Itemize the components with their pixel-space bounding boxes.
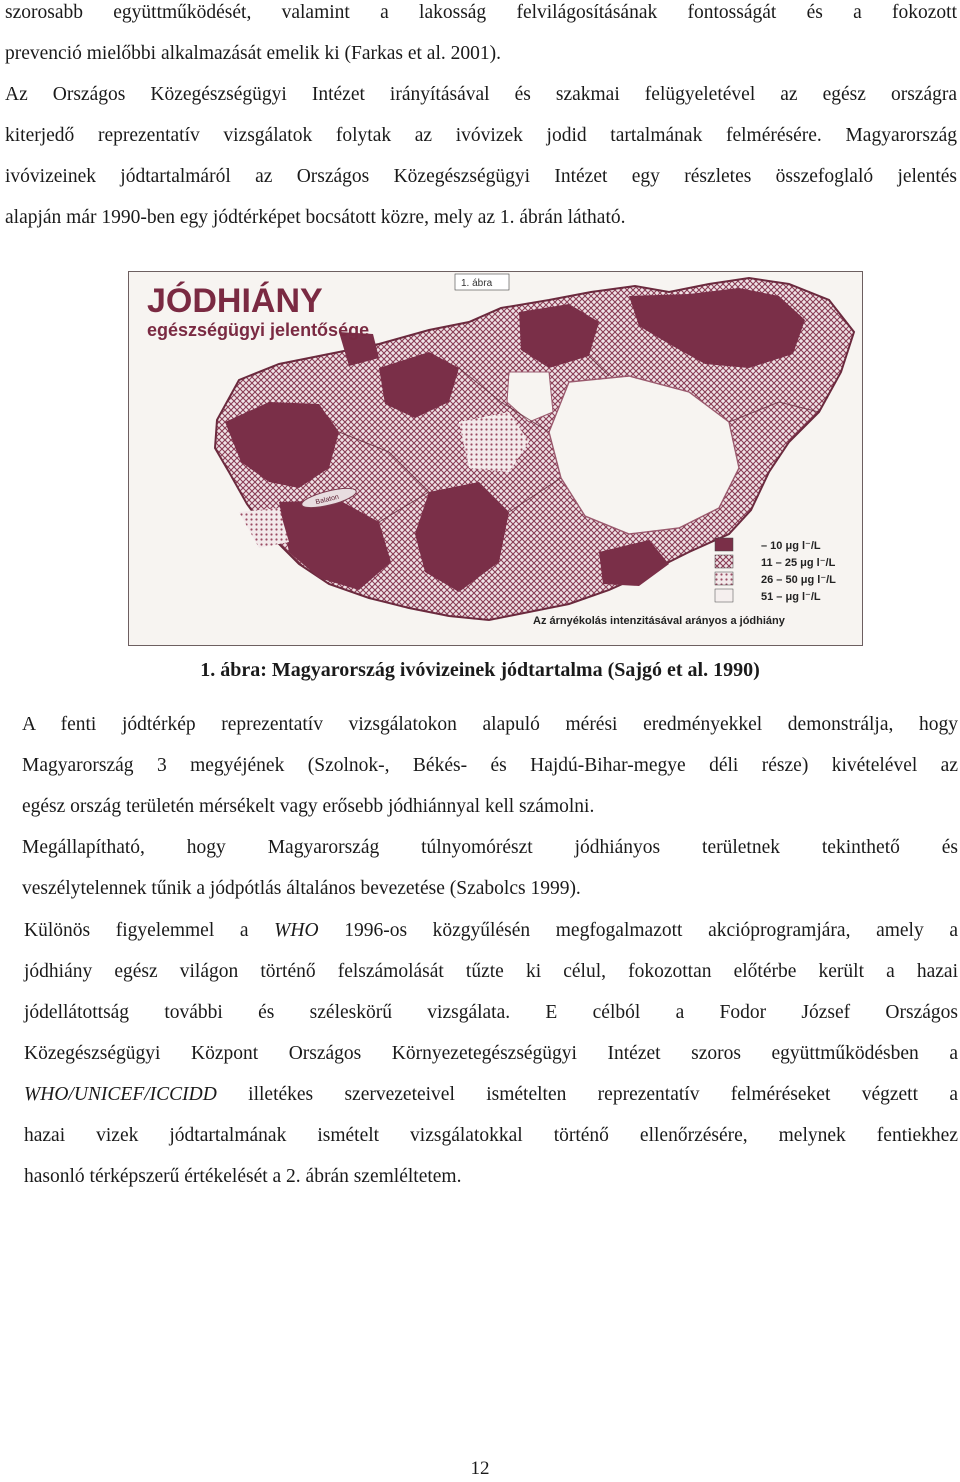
caption-number: 1. — [200, 659, 216, 681]
text-line: hazai vizek jódtartalmának ismételt vizsgálatokkal történő ellenőrzésére, melynek fentiekhez — [24, 1125, 958, 1146]
text-line: veszélytelennek tűnik a jódpótlás általános bevezetése (Szabolcs 1999). — [22, 878, 581, 899]
paragraph-who-program — [24, 910, 958, 1197]
page-number: 12 — [470, 1458, 490, 1479]
paragraph-conclusion — [22, 827, 958, 909]
text-line: ivóvizeinek jódtartalmáról az Országos Közegészségügyi Intézet egy részletes összefoglaló jelentés — [5, 166, 957, 187]
organization-reference: WHO/UNICEF/ICCIDD — [24, 1084, 217, 1105]
text-line: jódellátottság további és széleskörű vizsgálata. E célból a Fodor József Országos — [24, 1002, 958, 1023]
paragraph-intro — [5, 0, 957, 238]
legend-label: 51 – μg l⁻/L — [761, 591, 821, 603]
text-line: Megállapítható, hogy Magyarország túlnyomórészt jódhiányos területnek tekinthető és — [22, 837, 958, 858]
who-reference: WHO — [274, 920, 319, 941]
figure-tag: 1. ábra — [461, 278, 493, 289]
text-line: alapján már 1990-ben egy jódtérképet bocsátott közre, mely az 1. ábrán látható. — [5, 207, 626, 228]
text-line: egész ország területén mérsékelt vagy erősebb jódhiánnyal kell számolni. — [22, 796, 595, 817]
legend-label: – 10 μg l⁻/L — [761, 540, 821, 552]
map-subtitle: egészségügyi jelentősége — [147, 320, 370, 340]
iodine-deficiency-map — [128, 271, 863, 646]
text-line: Magyarország 3 megyéjének (Szolnok-, Békés- és Hajdú-Bihar-megye déli része) kivételével az — [22, 755, 958, 776]
legend-swatch — [715, 572, 733, 585]
map-title: JÓDHIÁNY — [147, 282, 323, 320]
text-line: jódhiány egész világon történő felszámolását tűzte ki célul, fokozottan előtérbe került a hazai — [24, 961, 958, 982]
text-line: WHO/UNICEF/ICCIDD illetékes szervezeteivel ismételten reprezentatív felméréseket végzett a — [24, 1084, 958, 1105]
text-line: A fenti jódtérkép reprezentatív vizsgálatokon alapuló mérési eredményekkel demonstrálja, hogy — [22, 714, 958, 735]
text-line: Különös figyelemmel a WHO 1996-os közgyűlésén megfogalmazott akcióprogramjára, amely a — [24, 920, 958, 941]
text-line: szorosabb együttműködését, valamint a lakosság felvilágosításának fontosságát és a fokozott — [5, 2, 957, 23]
legend-note: Az árnyékolás intenzitásával arányos a jódhiány — [533, 615, 785, 627]
text-line: kiterjedő reprezentatív vizsgálatok folytak az ivóvizek jodid tartalmának felmérésére. Magyarország — [5, 125, 957, 146]
caption-text: ábra: Magyarország ivóvizeinek jódtartalma (Sajgó et al. 1990) — [220, 659, 760, 681]
legend-swatch — [715, 538, 733, 551]
legend-swatch — [715, 589, 733, 602]
text-line: Az Országos Közegészségügyi Intézet irányításával és szakmai felügyeletével az egész országra — [5, 84, 957, 105]
paragraph-map-findings — [22, 704, 958, 827]
legend-swatch — [715, 555, 733, 568]
figure-caption — [0, 656, 960, 684]
lake-label: Balaton — [314, 493, 340, 507]
text-line: Közegészségügyi Központ Országos Környezetegészségügyi Intézet szoros együttműködésben a — [24, 1043, 958, 1064]
text-line: hasonló térképszerű értékelését a 2. ábrán szemléltetem. — [24, 1166, 462, 1187]
text-line: prevenció mielőbbi alkalmazását emelik ki (Farkas et al. 2001). — [5, 43, 501, 64]
legend-label: 26 – 50 μg l⁻/L — [761, 574, 836, 586]
legend-label: 11 – 25 μg l⁻/L — [761, 557, 836, 569]
